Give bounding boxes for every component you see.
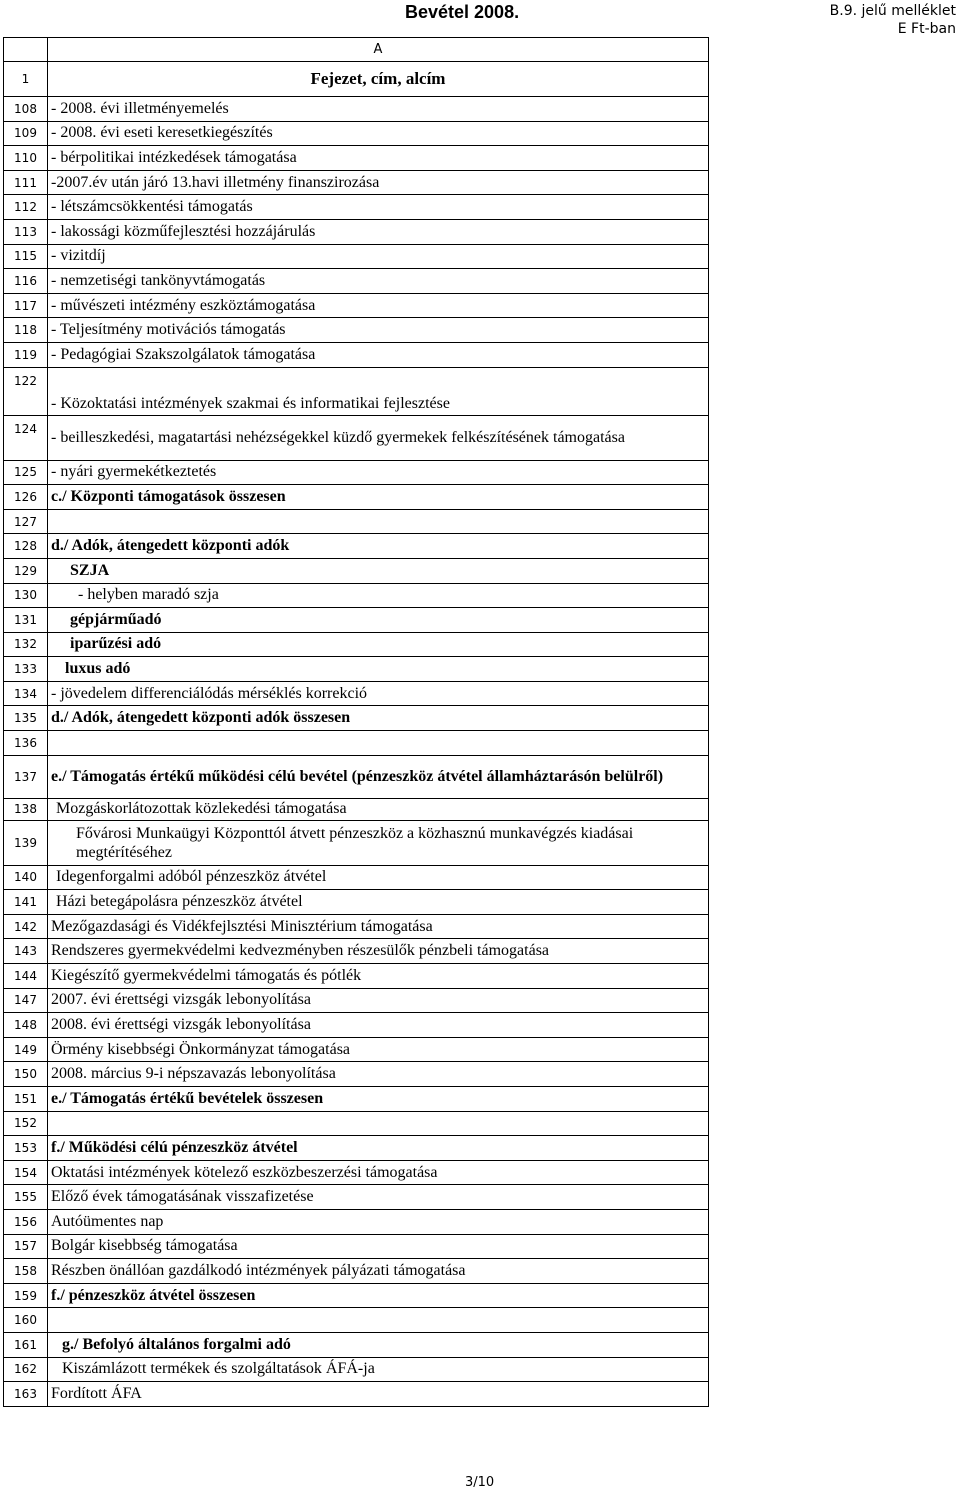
- table-row: [4, 1185, 709, 1210]
- header-label: Fejezet, cím, alcím: [48, 62, 709, 97]
- row-label: Örmény kisebbségi Önkormányzat támogatása: [48, 1037, 709, 1062]
- row-label: Fővárosi Munkaügyi Központtól átvett pénzeszköz a közhasznú munkavégzés kiadásai megtérítéséhez: [48, 821, 709, 866]
- row-number: 148: [4, 1013, 48, 1038]
- row-label: -2007.év után járó 13.havi illetmény finanszirozása: [48, 170, 709, 195]
- table-row: [4, 170, 709, 195]
- row-label: - nyári gyermekétkeztetés: [48, 460, 709, 485]
- row-label: luxus adó: [48, 657, 709, 682]
- row-label: Bolgár kisebbség támogatása: [48, 1234, 709, 1259]
- row-label: - beilleszkedési, magatartási nehézségekkel küzdő gyermekek felkészítésének támogatása: [48, 416, 709, 461]
- row-number: 133: [4, 657, 48, 682]
- row-label: g./ Befolyó általános forgalmi adó: [48, 1332, 709, 1357]
- row-number: 154: [4, 1160, 48, 1185]
- row-label: [48, 731, 709, 756]
- table-row: [4, 865, 709, 890]
- row-number: 153: [4, 1136, 48, 1161]
- row-number: 112: [4, 195, 48, 220]
- table-row: [4, 798, 709, 821]
- row-label: e./ Támogatás értékű bevételek összesen: [48, 1087, 709, 1112]
- table-row: [4, 1111, 709, 1136]
- row-label: SZJA: [48, 558, 709, 583]
- table-row: [4, 416, 709, 461]
- row-number: 155: [4, 1185, 48, 1210]
- row-number: 108: [4, 97, 48, 122]
- row-label: Rendszeres gyermekvédelmi kedvezményben részesülők pénzbeli támogatása: [48, 939, 709, 964]
- table-row: [4, 97, 709, 122]
- header-row-number: 1: [4, 62, 48, 97]
- row-number: 125: [4, 460, 48, 485]
- row-number: 162: [4, 1357, 48, 1382]
- table-row: [4, 731, 709, 756]
- row-label: e./ Támogatás értékű működési célú bevétel (pénzeszköz átvétel államháztarásón belülről): [48, 755, 709, 798]
- row-number: 132: [4, 632, 48, 657]
- row-label: - Pedagógiai Szakszolgálatok támogatása: [48, 342, 709, 367]
- row-number: 130: [4, 583, 48, 608]
- row-number: 158: [4, 1259, 48, 1284]
- row-number: 147: [4, 988, 48, 1013]
- row-label: d./ Adók, átengedett központi adók: [48, 534, 709, 559]
- row-number: 137: [4, 755, 48, 798]
- table-row: [4, 583, 709, 608]
- unit-label: E Ft-ban: [897, 21, 956, 37]
- row-number: 139: [4, 821, 48, 866]
- table-row: [4, 1357, 709, 1382]
- row-number: 126: [4, 485, 48, 510]
- table-row: [4, 964, 709, 989]
- table-row: [4, 534, 709, 559]
- row-label: Mezőgazdasági és Vidékfejlsztési Minisztérium támogatása: [48, 914, 709, 939]
- corner-cell: [4, 38, 48, 62]
- row-label: Mozgáskorlátozottak közlekedési támogatása: [48, 798, 709, 821]
- row-label: Kiszámlázott termékek és szolgáltatások ÁFÁ-ja: [48, 1357, 709, 1382]
- row-label: d./ Adók, átengedett központi adók összesen: [48, 706, 709, 731]
- table-row: [4, 988, 709, 1013]
- row-label: Előző évek támogatásának visszafizetése: [48, 1185, 709, 1210]
- row-label: Részben önállóan gazdálkodó intézmények pályázati támogatása: [48, 1259, 709, 1284]
- page-title: Bevétel 2008.: [405, 2, 520, 22]
- table-row: [4, 1136, 709, 1161]
- table-row: [4, 1209, 709, 1234]
- row-number: 116: [4, 269, 48, 294]
- row-number: 144: [4, 964, 48, 989]
- row-number: 156: [4, 1209, 48, 1234]
- row-label: [48, 1111, 709, 1136]
- table-row: [4, 293, 709, 318]
- row-number: 161: [4, 1332, 48, 1357]
- table-row: [4, 1283, 709, 1308]
- table-row: [4, 1013, 709, 1038]
- row-label: Fordított ÁFA: [48, 1382, 709, 1407]
- row-number: 118: [4, 318, 48, 343]
- row-label: - jövedelem differenciálódás mérséklés korrekció: [48, 681, 709, 706]
- row-label: f./ Működési célú pénzeszköz átvétel: [48, 1136, 709, 1161]
- row-label: - vizitdíj: [48, 244, 709, 269]
- row-number: 151: [4, 1087, 48, 1112]
- table-row: [4, 1087, 709, 1112]
- row-label: iparűzési adó: [48, 632, 709, 657]
- row-label: Házi betegápolásra pénzeszköz átvétel: [48, 890, 709, 915]
- row-label: - bérpolitikai intézkedések támogatása: [48, 146, 709, 171]
- row-label: [48, 509, 709, 534]
- row-number: 109: [4, 121, 48, 146]
- table-row: [4, 219, 709, 244]
- annex-label: B.9. jelű melléklet: [829, 3, 956, 19]
- row-label: - nemzetiségi tankönyvtámogatás: [48, 269, 709, 294]
- table-row: [4, 485, 709, 510]
- table-row: [4, 1259, 709, 1284]
- row-number: 134: [4, 681, 48, 706]
- row-number: 117: [4, 293, 48, 318]
- row-label: - 2008. évi illetményemelés: [48, 97, 709, 122]
- table-row: [4, 1308, 709, 1333]
- row-label: [48, 1308, 709, 1333]
- table-row: [4, 755, 709, 798]
- table-row: [4, 1037, 709, 1062]
- row-number: 152: [4, 1111, 48, 1136]
- row-label: Autóümentes nap: [48, 1209, 709, 1234]
- row-label: c./ Központi támogatások összesen: [48, 485, 709, 510]
- row-label: Oktatási intézmények kötelező eszközbeszerzési támogatása: [48, 1160, 709, 1185]
- table-row: [4, 890, 709, 915]
- table-row: [4, 1062, 709, 1087]
- row-number: 128: [4, 534, 48, 559]
- table-row: [4, 558, 709, 583]
- table-row: [4, 342, 709, 367]
- table-row: [4, 657, 709, 682]
- row-label: - lakossági közműfejlesztési hozzájárulás: [48, 219, 709, 244]
- table-row: [4, 939, 709, 964]
- table-row: [4, 632, 709, 657]
- row-number: 119: [4, 342, 48, 367]
- table-row: [4, 460, 709, 485]
- row-number: 159: [4, 1283, 48, 1308]
- table-row: [4, 706, 709, 731]
- row-label: - művészeti intézmény eszköztámogatása: [48, 293, 709, 318]
- column-letter-row: [4, 38, 709, 62]
- table-row: [4, 318, 709, 343]
- table-row: [4, 1234, 709, 1259]
- row-label: Idegenforgalmi adóból pénzeszköz átvétel: [48, 865, 709, 890]
- row-number: 136: [4, 731, 48, 756]
- page-number: 3/10: [465, 1475, 495, 1490]
- row-label: - 2008. évi eseti keresetkiegészítés: [48, 121, 709, 146]
- row-number: 150: [4, 1062, 48, 1087]
- row-number: 113: [4, 219, 48, 244]
- row-number: 129: [4, 558, 48, 583]
- row-label: Kiegészítő gyermekvédelmi támogatás és pótlék: [48, 964, 709, 989]
- row-number: 131: [4, 608, 48, 633]
- row-number: 135: [4, 706, 48, 731]
- row-number: 163: [4, 1382, 48, 1407]
- row-number: 110: [4, 146, 48, 171]
- row-number: 142: [4, 914, 48, 939]
- row-label: - Közoktatási intézmények szakmai és informatikai fejlesztése: [48, 367, 709, 416]
- table-row: [4, 914, 709, 939]
- revenue-table: [3, 37, 709, 1407]
- table-row: [4, 269, 709, 294]
- row-label: 2007. évi érettségi vizsgák lebonyolítása: [48, 988, 709, 1013]
- row-number: 122: [4, 367, 48, 416]
- row-label: - helyben maradó szja: [48, 583, 709, 608]
- table-row: [4, 1382, 709, 1407]
- row-number: 127: [4, 509, 48, 534]
- row-number: 140: [4, 865, 48, 890]
- row-label: - létszámcsökkentési támogatás: [48, 195, 709, 220]
- row-number: 157: [4, 1234, 48, 1259]
- table-row: [4, 1160, 709, 1185]
- table-row: [4, 367, 709, 416]
- row-number: 149: [4, 1037, 48, 1062]
- table-row: [4, 681, 709, 706]
- table-row: [4, 821, 709, 866]
- table-row: [4, 1332, 709, 1357]
- row-label: 2008. március 9-i népszavazás lebonyolítása: [48, 1062, 709, 1087]
- row-number: 138: [4, 798, 48, 821]
- column-letter: A: [48, 38, 709, 62]
- row-label: f./ pénzeszköz átvétel összesen: [48, 1283, 709, 1308]
- row-number: 160: [4, 1308, 48, 1333]
- table-row: [4, 244, 709, 269]
- row-number: 143: [4, 939, 48, 964]
- header-row: [4, 62, 709, 97]
- row-label: - Teljesítmény motivációs támogatás: [48, 318, 709, 343]
- table-row: [4, 121, 709, 146]
- row-label: gépjárműadó: [48, 608, 709, 633]
- spreadsheet: [3, 37, 708, 1407]
- row-number: 124: [4, 416, 48, 461]
- row-number: 111: [4, 170, 48, 195]
- table-row: [4, 146, 709, 171]
- row-label: 2008. évi érettségi vizsgák lebonyolítása: [48, 1013, 709, 1038]
- table-row: [4, 608, 709, 633]
- table-row: [4, 509, 709, 534]
- table-row: [4, 195, 709, 220]
- row-number: 115: [4, 244, 48, 269]
- row-number: 141: [4, 890, 48, 915]
